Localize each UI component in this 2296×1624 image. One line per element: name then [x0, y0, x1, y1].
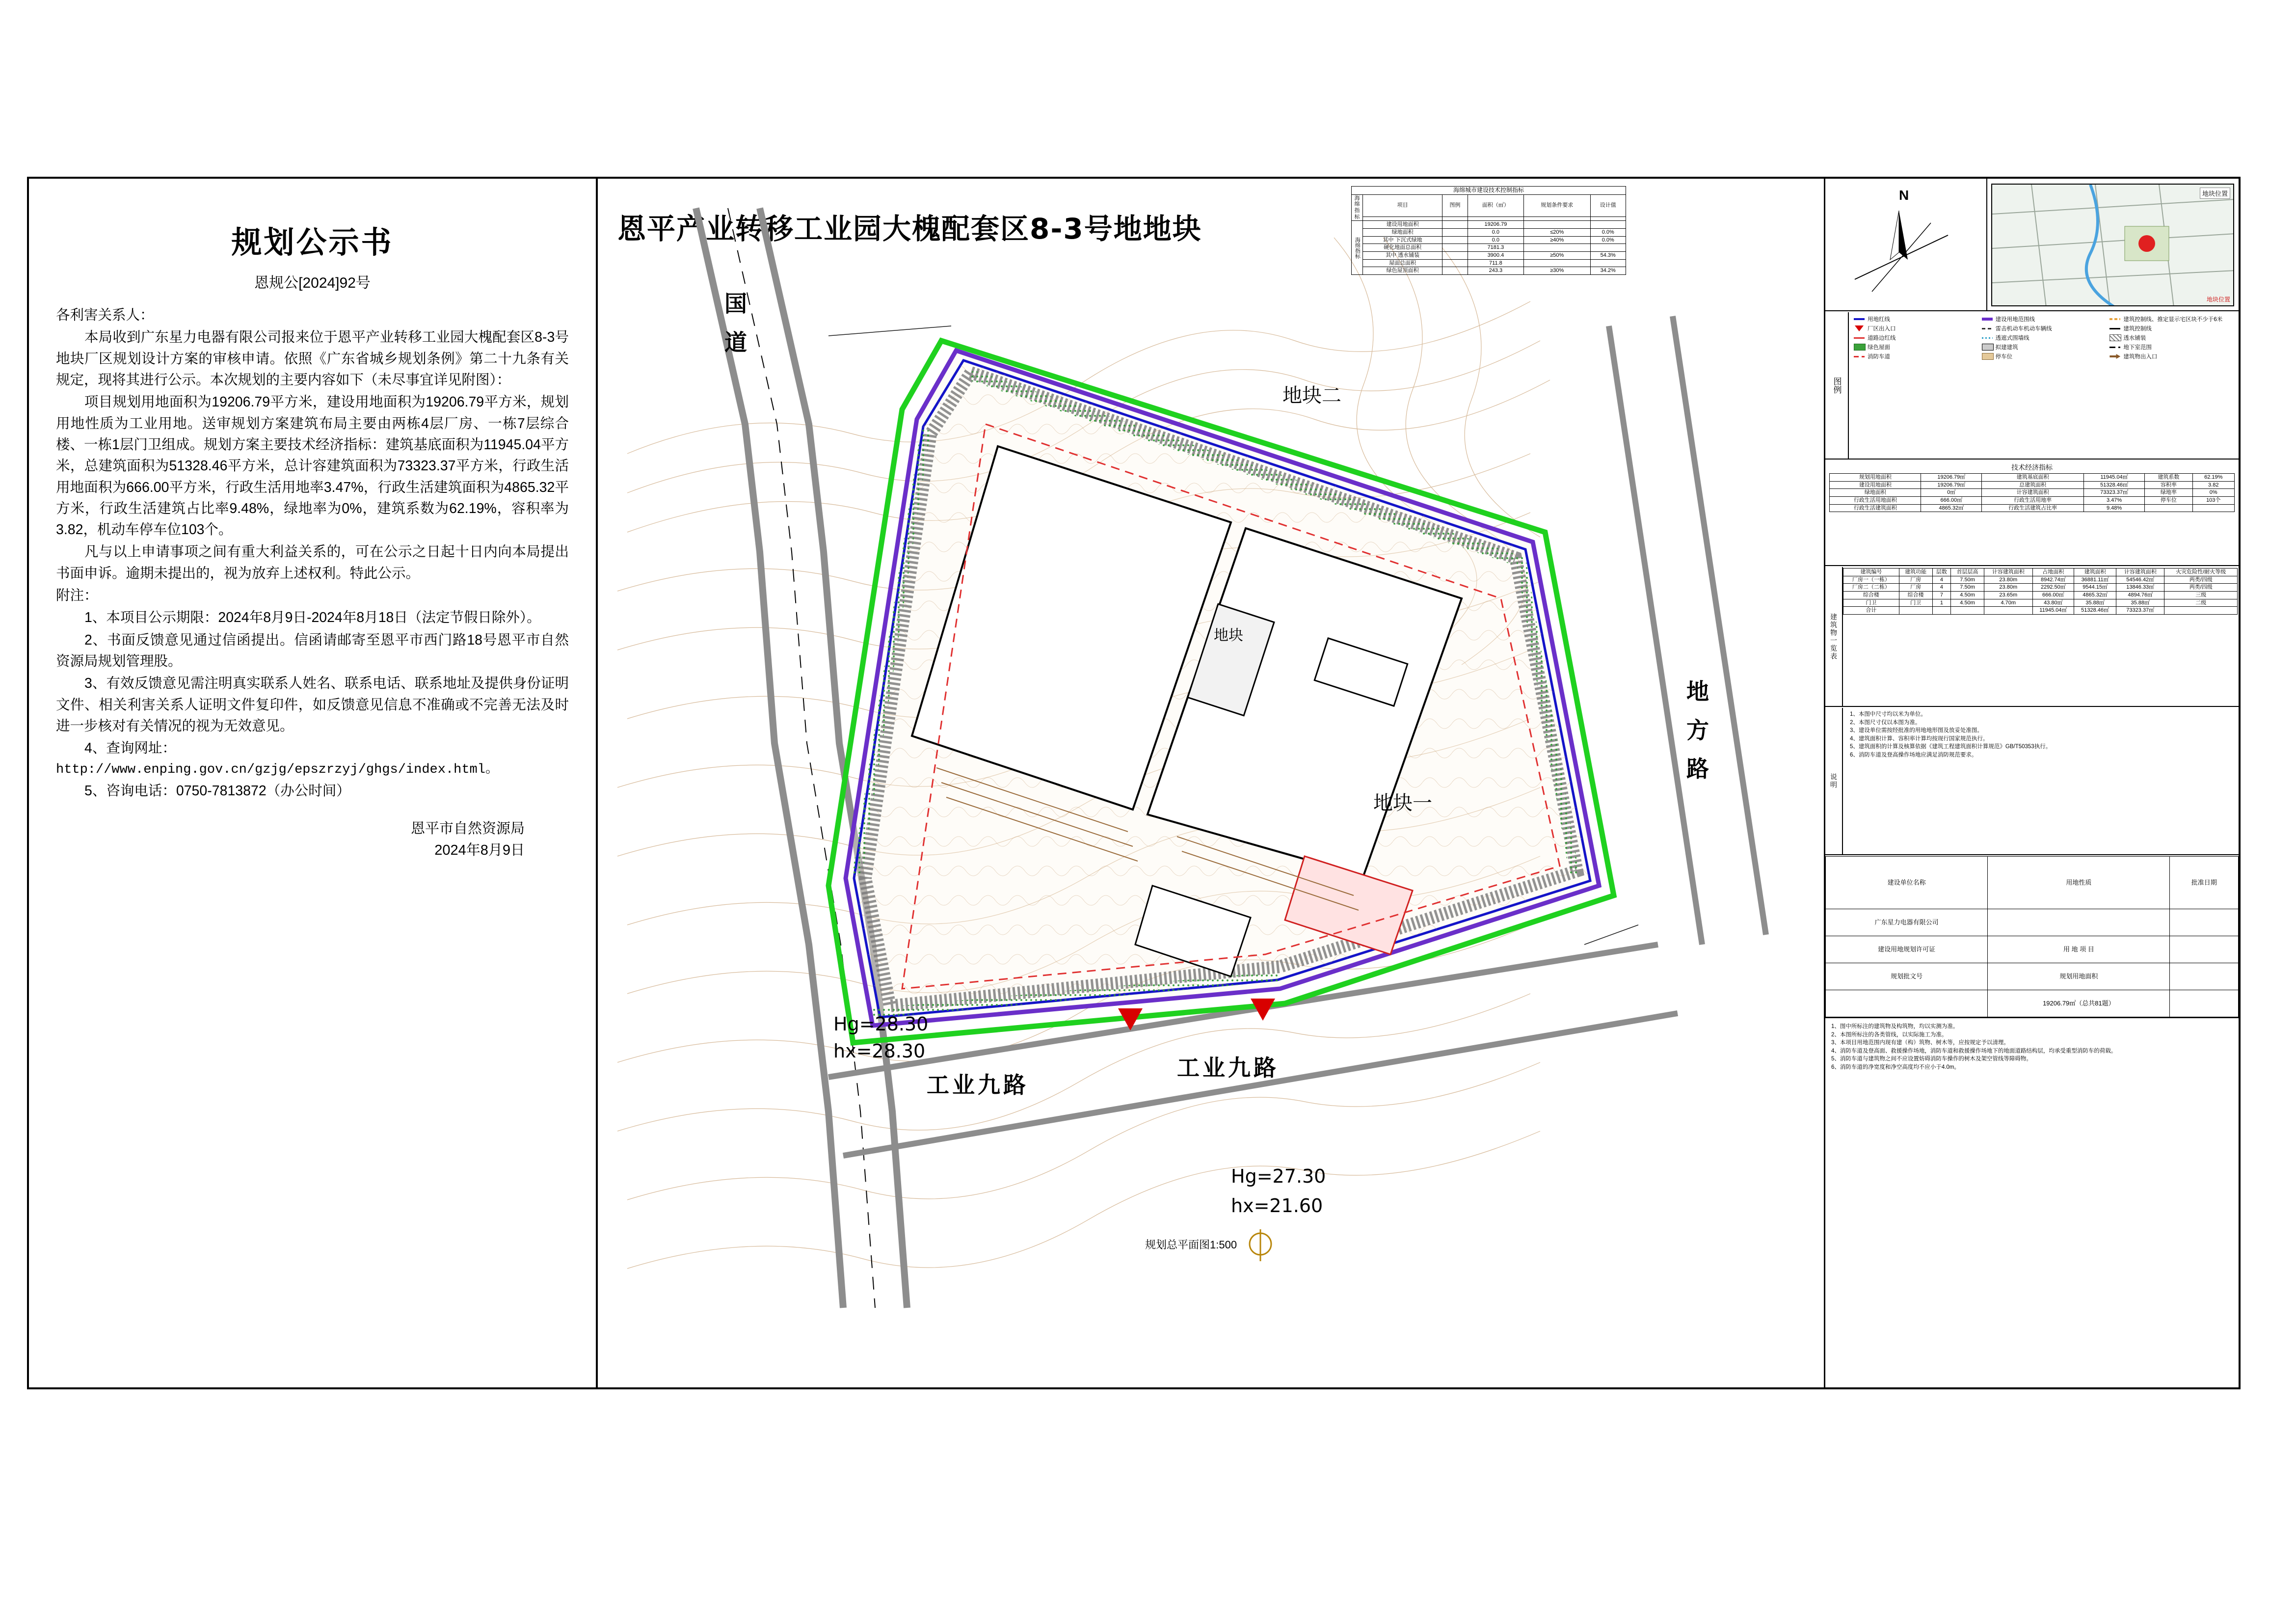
table-cell: 4.70m — [1984, 599, 2032, 607]
locator-caption: 地块位置 — [2206, 296, 2230, 303]
note-line: 5、建筑面积的计算及核算依据《建筑工程建筑面积计算规范》GB/T50353执行。 — [1850, 744, 2052, 750]
legend-swatch — [1854, 337, 1865, 339]
note-line: 1、本图中尺寸均以米为单位。 — [1850, 711, 1926, 717]
table-cell: 行政生活建筑占比率 — [1982, 504, 2084, 512]
elevation-hx-2: hx=21.60 — [1231, 1195, 1323, 1217]
table-cell: 711.8 — [1468, 259, 1523, 267]
table-cell: 23.65m — [1984, 591, 2032, 599]
table-cell: 23.80m — [1984, 584, 2032, 592]
table-cell — [2170, 936, 2239, 963]
table-cell — [1932, 607, 1950, 615]
table-cell: 103个 — [2192, 496, 2234, 504]
plot-label-1: 地块一 — [1373, 792, 1432, 814]
legend-swatch — [1982, 344, 1994, 351]
table-cell: 建筑基底面积 — [1982, 474, 2084, 482]
compass-rose — [1825, 206, 1987, 309]
table-cell: 4.50m — [1951, 591, 1984, 599]
table-cell: 19206.79㎡ — [1921, 481, 1982, 489]
table-cell: 11945.04㎡ — [2084, 474, 2145, 482]
table-cell: 用 地 项 目 — [1988, 936, 2170, 963]
footer-note-line: 5、消防车道与建筑物之间不应设置妨碍消防车操作的树木及架空管线等障碍物。 — [1831, 1056, 2032, 1062]
attachment-heading: 附注： — [56, 588, 98, 604]
table-cell: 行政生活建筑面积 — [1830, 504, 1921, 512]
building-table-box — [1825, 567, 2239, 707]
footer-note-line: 3、本项目用地范围内现有建（构）筑物、树木等，应按规定予以清理。 — [1831, 1040, 2009, 1046]
table-cell: 三级 — [2164, 591, 2238, 599]
notice-item-1: 1、本项目公示期限：2024年8月9日-2024年8月18日（法定节假日除外）。 — [84, 610, 541, 626]
table-row — [1352, 236, 1626, 244]
table-header-cell: 建筑功能 — [1899, 568, 1932, 576]
table-cell — [1442, 229, 1468, 237]
compass-locator-row — [1825, 179, 2239, 311]
sponge-h1: 图例 — [1442, 194, 1468, 217]
table-header-cell: 火灾危险性/耐火等级 — [2164, 568, 2238, 576]
legend-label: 建筑物出入口 — [2123, 354, 2158, 360]
legend-label: 透水铺装 — [2123, 335, 2146, 341]
table-cell: 建设用地规划许可证 — [1826, 936, 1988, 963]
legend-label: 消防车道 — [1868, 354, 1890, 360]
table-cell: 19206.79㎡（总共81题） — [1988, 990, 2170, 1017]
table-cell: 行政生活用地率 — [1982, 496, 2084, 504]
site-plan-svg — [598, 179, 1825, 1387]
notice-panel — [29, 179, 596, 1387]
table-cell: 二级 — [2164, 599, 2238, 607]
table-cell: 0.0% — [1590, 229, 1626, 237]
table-cell: 243.3 — [1468, 267, 1523, 275]
table-cell — [1590, 221, 1626, 229]
road-east — [1609, 316, 1766, 945]
document-number: 恩规公[2024]92号 — [254, 275, 371, 291]
table-cell: 规划用地面积 — [1988, 963, 2170, 990]
legend-label: 用地红线 — [1868, 317, 1890, 323]
notice-url[interactable]: http://www.enping.gov.cn/gzjg/epszrzyj/ghgs/index.html。 — [56, 762, 499, 777]
legend-swatch — [1854, 344, 1866, 351]
table-header-cell: 占地面积 — [2032, 568, 2074, 576]
table-cell: 43.80㎡ — [2032, 599, 2074, 607]
table-cell — [1524, 259, 1590, 267]
table-cell — [2170, 990, 2239, 1017]
table-cell — [2144, 504, 2192, 512]
footer-note-line: 2、本图所标注的各类管线，以实际施工为准。 — [1831, 1031, 1948, 1038]
legend-label: 透遮式围墙线 — [1995, 335, 2029, 341]
table-cell: 3900.4 — [1468, 251, 1523, 259]
legend-swatch — [1982, 353, 1994, 360]
notes-list — [1845, 708, 2239, 762]
table-cell: 合计 — [1843, 607, 1899, 615]
table-cell: 19206.79 — [1468, 221, 1523, 229]
table-cell: 两类/四级 — [2164, 584, 2238, 592]
notice-item-2: 2、书面反馈意见通过信函提出。信函请邮寄至恩平市西门路18号恩平市自然资源局规划管理股。 — [56, 632, 569, 669]
table-cell: 厂房 — [1899, 576, 1932, 584]
table-cell: 建设用地面积 — [1830, 481, 1921, 489]
legend-swatch — [2109, 328, 2120, 329]
plan-caption: 规划总平面图1:500 — [1145, 1239, 1237, 1251]
table-cell: 73323.37㎡ — [2116, 607, 2164, 615]
table-cell: 总建筑面积 — [1982, 481, 2084, 489]
table-row — [1352, 267, 1626, 275]
table-cell — [1524, 244, 1590, 252]
issue-date: 2024年8月9日 — [434, 842, 525, 858]
table-cell: 屋面总面积 — [1363, 259, 1442, 267]
notice-item-5: 5、咨询电话：0750-7813872（办公时间） — [84, 783, 350, 799]
legend-label: 道路边红线 — [1868, 335, 1896, 341]
table-cell: 绿地面积 — [1830, 489, 1921, 497]
table-cell: 厂房一（一栋） — [1843, 576, 1899, 584]
notice-para-3: 凡与以上申请事项之间有重大利益关系的，可在公示之日起十日内向本局提出书面申诉。逾期未提出的，视为放弃上述权利。特此公示。 — [56, 544, 569, 581]
footer-note-line: 4、消防车道及登高面、救援操作场地，消防车道和救援操作场地下的地面道路结构层，均承受重型消防车的荷载。 — [1831, 1048, 2117, 1054]
table-cell: 7.50m — [1951, 576, 1984, 584]
table-cell: 绿地率 — [2144, 489, 2192, 497]
table-cell: 4.50m — [1951, 599, 1984, 607]
table-cell: 规划批文号 — [1826, 963, 1988, 990]
table-cell: 0.0 — [1468, 229, 1523, 237]
table-cell: 34.2% — [1590, 267, 1626, 275]
table-cell: 规划用地面积 — [1830, 474, 1921, 482]
footer-notes-list — [1825, 1019, 2239, 1076]
table-cell: 4894.76㎡ — [2116, 591, 2164, 599]
table-cell — [1442, 267, 1468, 275]
table-header-cell: 首层层高 — [1951, 568, 1984, 576]
locator-map — [1991, 184, 2234, 306]
table-row — [1352, 251, 1626, 259]
table-cell: 4 — [1932, 584, 1950, 592]
tech-main-title: 技术经济指标 — [2011, 463, 2053, 471]
sponge-h3: 规划条件要求 — [1524, 194, 1590, 217]
footer-note-line: 1、图中所标注的建筑物及构筑物，均以实测为准。 — [1831, 1024, 1959, 1029]
table-cell: 0% — [2192, 489, 2234, 497]
footer-note-line: 6、消防车道的净宽度和净空高度均不应小于4.0m。 — [1831, 1064, 1960, 1070]
table-cell: 51328.46㎡ — [2074, 607, 2116, 615]
notice-para-2: 项目规划用地面积为19206.79平方米，建设用地面积为19206.79平方米，规划用地性质为工业用地。送审规划方案建筑布局主要由两栋4层厂房、一栋7层综合楼、一栋1层门卫组成。规划方案主要技术经济指标：建筑基底面积为11945.04平方米，总建筑面积为51328.46平方米，总计容建筑面积为73323.37平方米，行政生活用地面积为666.00平方米，行政生活用地率3.47%，行政生活建筑面积为4865.32平方米，行政生活建筑占比率9.48%，绿地率为0%，建筑系数为62.19%，容积率为3.82，机动车停车位103个。 — [56, 394, 569, 538]
table-row — [1352, 221, 1626, 229]
table-header-cell: 用地性质 — [1988, 857, 2170, 909]
table-cell: 容积率 — [2144, 481, 2192, 489]
table-cell: 4 — [1932, 576, 1950, 584]
table-row — [1826, 909, 2239, 936]
legend-swatch — [2109, 354, 2120, 359]
sponge-h0: 项目 — [1363, 194, 1442, 217]
footer-notes-box — [1825, 1019, 2239, 1142]
table-cell: 54546.42㎡ — [2116, 576, 2164, 584]
legend-label: 建筑控制线 — [2123, 326, 2152, 332]
table-cell — [1988, 909, 2170, 936]
plot-label-2: 地块二 — [1282, 385, 1341, 406]
notice-item-4: 4、查询网址： — [84, 740, 176, 757]
legend-swatch — [1982, 337, 1993, 339]
sponge-side-label: 海绵指标 — [1352, 194, 1363, 221]
legend-label: 拟建建筑 — [1995, 345, 2018, 351]
table-header-row — [1826, 857, 2239, 909]
table-cell: 35.88㎡ — [2074, 599, 2116, 607]
notes-side-label: 说明 — [1825, 708, 1843, 854]
road-label-gongye9-a: 工业九路 — [927, 1072, 1029, 1098]
salutation: 各利害关系人： — [56, 307, 154, 323]
table-cell — [1442, 251, 1468, 259]
legend-swatch — [1854, 318, 1865, 320]
legend-label: 停车位 — [1995, 354, 2013, 360]
table-cell — [1590, 244, 1626, 252]
note-line: 4、建筑面积计算、容积率计算均按现行国家规范执行。 — [1850, 735, 1989, 742]
legend-swatch — [2109, 318, 2120, 320]
table-cell: 4865.32㎡ — [2074, 591, 2116, 599]
table-cell: 8942.74㎡ — [2032, 576, 2074, 584]
table-cell: 建设用地面积 — [1363, 221, 1442, 229]
table-cell: 73323.37㎡ — [2084, 489, 2145, 497]
table-cell: 0㎡ — [1921, 489, 1982, 497]
table-cell: 绿地面积 — [1363, 229, 1442, 237]
table-header-cell: 计容建筑面积 — [1984, 568, 2032, 576]
table-cell: 35.88㎡ — [2116, 599, 2164, 607]
legend-swatch — [1982, 318, 1993, 321]
sponge-table-title: 海绵城市建设技术控制指标 — [1352, 187, 1626, 195]
sponge-h2: 面积（㎡） — [1468, 194, 1523, 217]
table-cell — [1442, 244, 1468, 252]
plot-label-3: 地块 — [1214, 627, 1243, 644]
table-cell: 行政生活用地面积 — [1830, 496, 1921, 504]
table-row — [1826, 963, 2239, 990]
table-cell: 13846.33㎡ — [2116, 584, 2164, 592]
table-cell: 2292.50㎡ — [2032, 584, 2074, 592]
legend-label: 厂区出入口 — [1868, 326, 1896, 332]
legend-label: 建筑控制线、推定显示宅区块不少于6米 — [2123, 317, 2223, 323]
table-cell: 54.3% — [1590, 251, 1626, 259]
elevation-hx-1: hx=28.30 — [833, 1040, 926, 1062]
elevation-hg-2: Hg=27.30 — [1231, 1165, 1326, 1187]
legend-items — [1850, 312, 2239, 459]
table-cell — [1826, 990, 1988, 1017]
table-cell: 两类/四级 — [2164, 576, 2238, 584]
sponge-city-table — [1351, 186, 1626, 275]
table-cell: 0.0 — [1468, 236, 1523, 244]
table-cell: 门卫 — [1843, 599, 1899, 607]
table-row — [1826, 990, 2239, 1017]
table-cell: 36881.11㎡ — [2074, 576, 2116, 584]
table-cell: 666.00㎡ — [2032, 591, 2074, 599]
table-row — [1843, 607, 2238, 615]
table-row — [1352, 229, 1626, 237]
road-label-national: 国 道 — [721, 292, 747, 358]
table-cell: 9544.15㎡ — [2074, 584, 2116, 592]
legend-title: 图例 — [1825, 312, 1849, 459]
table-cell: ≥30% — [1524, 267, 1590, 275]
table-cell: 0.0% — [1590, 236, 1626, 244]
legend-label: 绿色屋面 — [1868, 345, 1890, 351]
sponge-row-side: 海绵指标 — [1352, 221, 1363, 274]
table-row — [1352, 259, 1626, 267]
table-cell: 23.80m — [1984, 576, 2032, 584]
legend-swatch — [1982, 328, 1993, 329]
notice-para-1: 本局收到广东星力电器有限公司报来位于恩平产业转移工业园大槐配套区8-3号地块厂区规划设计方案的审核申请。依照《广东省城乡规划条例》第二十九条有关规定，现将其进行公示。本次规划的主要内容如下（未尽事宜详见附图）： — [56, 329, 569, 388]
table-cell — [1984, 607, 2032, 615]
table-cell: ≤20% — [1524, 229, 1590, 237]
table-row — [1830, 504, 2234, 512]
right-info-column — [1824, 179, 2239, 1387]
table-row — [1352, 244, 1626, 252]
legend-box — [1825, 312, 2239, 460]
table-row — [1843, 591, 2238, 599]
legend-swatch — [1855, 325, 1864, 331]
legend-swatch — [2109, 334, 2121, 341]
table-cell: 其中 下沉式绿地 — [1363, 236, 1442, 244]
table-row — [1843, 599, 2238, 607]
table-cell: 其中 透水铺装 — [1363, 251, 1442, 259]
notice-item-3: 3、有效反馈意见需注明真实联系人姓名、联系电话、联系地址及提供身份证明文件、相关利害关系人证明文件复印件，如反馈意见信息不准确或不完善无法及时进一步核对有关情况的视为无效意见。 — [56, 676, 569, 734]
table-row — [1830, 496, 2234, 504]
table-header-row — [1843, 568, 2238, 576]
table-cell — [1442, 259, 1468, 267]
table-cell: 666.00㎡ — [1921, 496, 1982, 504]
table-cell: 11945.04㎡ — [2032, 607, 2074, 615]
note-line: 3、建设单位需按经批准的用地地形图及放妥处准图。 — [1850, 728, 1983, 734]
page-title: 规划公示书 — [231, 224, 394, 260]
drawing-sheet — [27, 177, 2241, 1389]
table-cell: 计容建筑面积 — [1982, 489, 2084, 497]
north-letter: N — [1899, 188, 1909, 203]
issuer-name: 恩平市自然资源局 — [410, 821, 525, 837]
table-cell: 广东星力电器有限公司 — [1826, 909, 1988, 936]
table-cell: 7 — [1932, 591, 1950, 599]
table-cell — [2164, 607, 2238, 615]
table-cell: 综合楼 — [1899, 591, 1932, 599]
legend-label: 地下室范围 — [2123, 345, 2152, 351]
table-header-cell: 层数 — [1932, 568, 1950, 576]
approval-box — [1825, 856, 2239, 1018]
table-cell: 7.50m — [1951, 584, 1984, 592]
table-row — [1843, 576, 2238, 584]
table-cell: 62.19% — [2192, 474, 2234, 482]
road-label-gongye9-b: 工业九路 — [1177, 1055, 1279, 1081]
legend-label: 建设用地范围线 — [1995, 317, 2035, 323]
table-cell: 停车位 — [2144, 496, 2192, 504]
table-header-cell: 批准日期 — [2170, 857, 2239, 909]
elevation-hg-1: Hg=28.30 — [833, 1013, 929, 1035]
table-cell: 3.47% — [2084, 496, 2145, 504]
map-title: 恩平产业转移工业园大槐配套区8-3号地地块 — [617, 212, 1202, 245]
table-cell — [1524, 221, 1590, 229]
table-cell — [2170, 963, 2239, 990]
table-cell: 1 — [1932, 599, 1950, 607]
table-row — [1843, 584, 2238, 592]
table-cell: 3.82 — [2192, 481, 2234, 489]
table-cell: 综合楼 — [1843, 591, 1899, 599]
compass-box — [1825, 179, 1987, 310]
table-row — [1830, 474, 2234, 482]
site-plan-drawing — [598, 179, 2239, 1387]
locator-title: 地块位置 — [2200, 188, 2230, 199]
tech-main-box — [1825, 460, 2239, 566]
road-label-east: 地 方 路 — [1683, 679, 1709, 785]
note-line: 6、消防车道及登高操作场地应满足消防规范要求。 — [1850, 752, 1977, 758]
legend-swatch — [1854, 356, 1865, 357]
legend-label: 雷击机动车机动车辆线 — [1995, 326, 2052, 332]
notes-box — [1825, 708, 2239, 855]
table-header-cell: 建筑面积 — [2074, 568, 2116, 576]
table-row — [1830, 481, 2234, 489]
table-cell — [1442, 236, 1468, 244]
building-table-side-label: 建筑物一览表 — [1825, 567, 1843, 706]
table-cell: 厂房二（二栋） — [1843, 584, 1899, 592]
table-cell: 绿色屋顶面积 — [1363, 267, 1442, 275]
table-cell — [1590, 259, 1626, 267]
table-cell: 硬化地面总面积 — [1363, 244, 1442, 252]
table-cell: 51328.46㎡ — [2084, 481, 2145, 489]
table-cell: 建筑系数 — [2144, 474, 2192, 482]
table-cell — [1442, 221, 1468, 229]
table-cell: ≥40% — [1524, 236, 1590, 244]
table-cell: 19206.79㎡ — [1921, 474, 1982, 482]
table-cell — [2170, 909, 2239, 936]
table-cell: 7181.3 — [1468, 244, 1523, 252]
table-cell: 门卫 — [1899, 599, 1932, 607]
table-cell — [1899, 607, 1932, 615]
table-row — [1826, 936, 2239, 963]
note-line: 2、本图尺寸仅以本图为准。 — [1850, 719, 1921, 726]
legend-swatch — [2109, 347, 2120, 348]
table-cell: ≥50% — [1524, 251, 1590, 259]
table-cell — [2192, 504, 2234, 512]
table-cell: 9.48% — [2084, 504, 2145, 512]
table-cell — [1951, 607, 1984, 615]
table-row — [1830, 489, 2234, 497]
sponge-h4: 设计值 — [1590, 194, 1626, 217]
table-header-cell: 建筑编号 — [1843, 568, 1899, 576]
table-header-cell: 计容建筑面积 — [2116, 568, 2164, 576]
table-header-cell: 建设单位名称 — [1826, 857, 1988, 909]
table-cell: 4865.32㎡ — [1921, 504, 1982, 512]
table-cell: 厂房 — [1899, 584, 1932, 592]
